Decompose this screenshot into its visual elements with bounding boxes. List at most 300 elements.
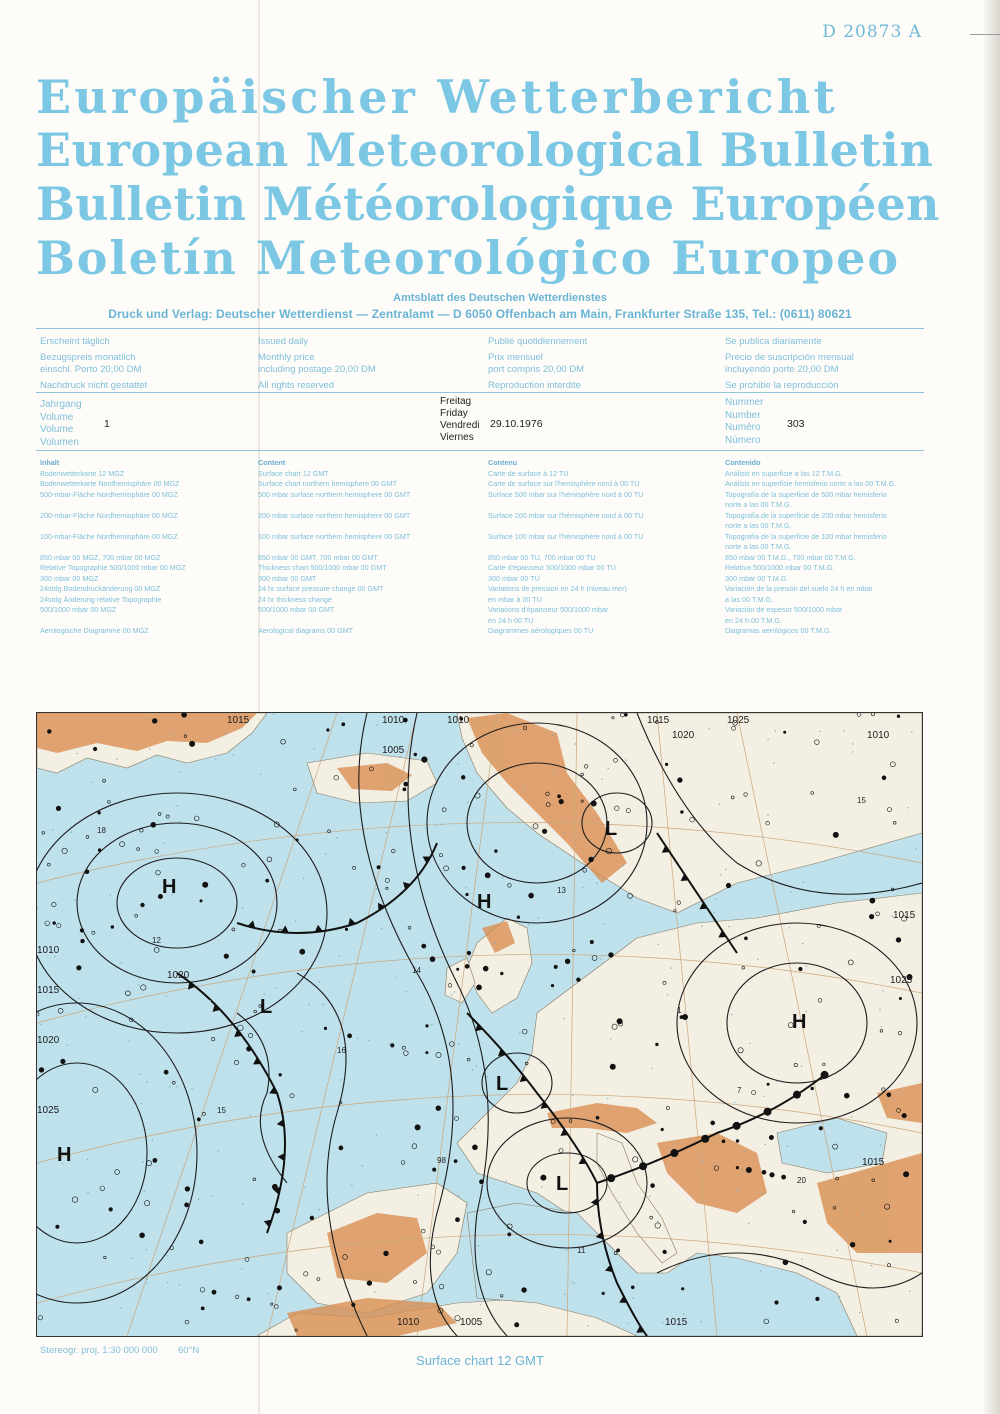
sea-dot [514, 727, 515, 728]
contents-item: 500 mbar surface northern hemisphere 00 GMT [258, 489, 411, 499]
station-dot [736, 1140, 739, 1143]
sea-dot [389, 1044, 390, 1045]
sea-dot [667, 994, 668, 995]
sea-dot [564, 1294, 565, 1295]
info-line: Publié quotidiennement [488, 336, 588, 347]
front-semicircle [701, 1135, 709, 1143]
sea-dot [572, 1095, 573, 1096]
station-dot [384, 1251, 389, 1256]
station-dot [433, 1168, 436, 1171]
volume-labels [40, 399, 82, 449]
station-value: 20 [797, 1176, 806, 1185]
projection-note: Stereogr. proj. 1:30 000 000 [40, 1345, 158, 1356]
contents-item [40, 542, 186, 553]
sea-dot [376, 888, 377, 889]
volume-label: Jahrgang [40, 399, 82, 410]
station-dot [377, 866, 380, 869]
station-dot [515, 1323, 519, 1327]
sea-dot [519, 767, 520, 768]
contents-item: Topografía de la superficie de 200 mbar hemisferio [725, 510, 887, 520]
sea-dot [658, 944, 659, 945]
isobar-label: 1025 [727, 715, 750, 726]
isobar-label: 1015 [862, 1157, 885, 1168]
station-dot [819, 1127, 823, 1131]
station-dot [529, 893, 534, 898]
contents-item: Bodenwetterkarte Nordhemisphäre 00 MGZ [40, 479, 180, 488]
station-dot [141, 903, 145, 907]
sea-dot [376, 724, 377, 725]
number-labels [725, 397, 763, 447]
station-dot [266, 879, 269, 882]
station-dot [896, 938, 901, 943]
station-dot [651, 1184, 655, 1188]
sea-dot [767, 815, 768, 816]
sea-dot [734, 1102, 735, 1103]
issue-number: 303 [787, 418, 805, 430]
station-dot [479, 1180, 483, 1184]
sea-dot [128, 1041, 129, 1042]
sea-dot [467, 1204, 468, 1205]
isobar-label: 1010 [867, 730, 890, 741]
station-dot [775, 1301, 779, 1305]
station-dot [736, 1166, 739, 1169]
sea-dot [475, 850, 476, 851]
station-dot [465, 964, 469, 968]
info-line: Se prohibe la reproducción [725, 380, 839, 391]
sea-dot [528, 924, 529, 925]
station-dot [844, 1093, 849, 1098]
sea-dot [593, 856, 594, 857]
station-dot [85, 870, 89, 874]
title-spanish: Boletín Meteorológico Europeo [36, 231, 900, 285]
sea-dot [466, 887, 467, 888]
station-dot [185, 1187, 190, 1192]
station-dot [762, 1170, 766, 1174]
sea-dot [78, 998, 79, 999]
weekday-label: Friday [440, 408, 468, 419]
station-dot [541, 1175, 546, 1180]
station-dot [454, 1160, 457, 1163]
station-dot [140, 1233, 145, 1238]
sea-dot [524, 789, 525, 790]
sea-dot [376, 1134, 377, 1135]
number-label: Number [725, 409, 761, 421]
sea-dot [92, 782, 93, 783]
station-dot [111, 926, 114, 929]
contents-spanish [725, 458, 896, 637]
station-dot [903, 1172, 908, 1177]
sea-dot [572, 1281, 573, 1282]
sea-dot [319, 1209, 320, 1210]
contents-item: Surface 100 mbar sur l'hémisphère nord à 00 TU [488, 531, 644, 541]
contents-item: Diagrammes aérologiques 00 TU [488, 626, 594, 635]
isobar-label: 1015 [227, 715, 250, 726]
contents-item: Topografía de la superficie de 100 mbar hemisferio [725, 531, 887, 541]
station-dot [811, 1087, 814, 1090]
station-dot [902, 1113, 906, 1117]
sea-dot [242, 907, 243, 908]
publisher-line: Druck und Verlag: Deutscher Wetterdienst — Zentralamt — D 6050 Offenbach am Main, Frankfurter Straße 135, Tel.: (0611) 80621 [108, 307, 852, 321]
sea-dot [519, 1032, 520, 1033]
sea-dot [859, 1312, 860, 1313]
contents-item: Surface 200 mbar sur l'hémisphère nord à 00 TU [488, 510, 644, 520]
sea-dot [218, 1150, 219, 1151]
station-dot [367, 1281, 372, 1286]
station-dot [151, 822, 156, 827]
sea-dot [789, 927, 790, 928]
sea-dot [308, 1004, 309, 1005]
station-dot [430, 957, 435, 962]
sea-dot [649, 1196, 650, 1197]
contents-french [488, 458, 643, 637]
station-dot [345, 928, 348, 931]
station-dot [200, 900, 202, 902]
station-dot [461, 775, 465, 779]
sea-dot [720, 874, 721, 875]
station-dot [483, 966, 488, 971]
contents-heading: Contenido [725, 458, 761, 467]
station-dot [617, 1019, 622, 1024]
high-pressure-center: H [477, 891, 492, 913]
sea-dot [552, 735, 553, 736]
sea-dot [170, 733, 171, 734]
contents-item [40, 616, 186, 627]
station-dot [98, 849, 101, 852]
sea-dot [494, 942, 495, 943]
info-line: Bezugspreis monatlich [40, 352, 136, 363]
station-dot [164, 1070, 168, 1074]
sea-dot [852, 743, 853, 744]
station-dot [279, 1073, 282, 1076]
sea-dot [662, 1322, 663, 1323]
sea-dot [700, 1321, 701, 1322]
contents-item: norte a las 00 T.M.G. [725, 500, 792, 509]
station-dot [602, 1292, 605, 1295]
station-dot [554, 965, 557, 968]
contents-item: 300 mbar 00 T.M.G. [725, 573, 789, 583]
isobar-label: 1015 [665, 1317, 688, 1328]
station-dot [746, 1167, 751, 1172]
sea-dot [120, 962, 121, 963]
contents-item: 24stdg Bodendruckänderung 00 MGZ [40, 584, 161, 593]
station-dot [803, 1220, 807, 1224]
sea-dot [441, 824, 442, 825]
sea-dot [385, 832, 386, 833]
contents-item: 850 mbar 00 TU, 700 mbar 00 TU [488, 552, 596, 562]
contents-item: 500/1000 mbar 00 GMT [258, 605, 335, 614]
info-line: Monthly price [258, 352, 315, 363]
sea-dot [177, 805, 178, 806]
sea-dot [303, 878, 304, 879]
info-line: including postage 20,00 DM [258, 364, 376, 375]
front-semicircle [764, 1108, 772, 1116]
sea-dot [325, 853, 326, 854]
sea-dot [625, 759, 626, 760]
contents-item: Variations d'épaisseur 500/1000 mbar [488, 605, 609, 614]
contents-item [40, 521, 186, 532]
sea-dot [505, 1181, 506, 1182]
sea-dot [538, 917, 539, 918]
sea-dot [801, 1259, 802, 1260]
sea-dot [138, 984, 139, 985]
front-semicircle [733, 1122, 741, 1130]
sea-dot [708, 728, 709, 729]
station-dot [467, 951, 471, 955]
station-dot [508, 1233, 511, 1236]
sea-dot [406, 991, 407, 992]
sea-dot [225, 733, 226, 734]
sea-dot [765, 1144, 766, 1145]
station-dot [77, 966, 82, 971]
info-french [488, 336, 587, 392]
sea-dot [322, 1004, 323, 1005]
station-dot [551, 984, 554, 987]
info-line: Nachdruck nicht gestattet [40, 380, 148, 391]
contents-item: 300 mbar 00 MGZ [40, 573, 99, 583]
station-dot [185, 1203, 189, 1207]
sea-dot [911, 731, 912, 732]
issue-date: 29.10.1976 [490, 418, 543, 430]
sea-dot [744, 1151, 745, 1152]
sea-dot [268, 1152, 269, 1153]
station-value: 12 [152, 936, 161, 945]
station-dot [212, 1290, 216, 1294]
sea-dot [725, 869, 726, 870]
sea-dot [554, 770, 555, 771]
sea-dot [451, 994, 452, 995]
sea-dot [851, 1116, 852, 1117]
contents-item: Variación de la presión del suelo 24 h en mbar [725, 584, 873, 593]
contents-item [488, 521, 643, 532]
contents-item [258, 542, 410, 553]
contents-item: Diagramas aerológicos 00 T.M.G. [725, 626, 832, 635]
station-dot [247, 1298, 250, 1301]
weekday-labels [440, 396, 479, 444]
isobar-label: 1005 [382, 745, 405, 756]
sea-dot [844, 730, 845, 731]
contents-item: Aerologische Diagramme 00 MGZ [40, 626, 149, 635]
contents-item: en mbar à 00 TU [488, 594, 542, 604]
sea-dot [454, 991, 455, 992]
sea-dot [803, 882, 804, 883]
sea-dot [275, 988, 276, 989]
station-dot [414, 753, 417, 756]
station-dot [577, 978, 581, 982]
station-dot [56, 1225, 59, 1228]
station-dot [80, 929, 84, 933]
contents-item: Variations de pression en 24 h (niveau mer) [488, 584, 627, 593]
station-dot [462, 866, 466, 870]
sea-dot [417, 1195, 418, 1196]
contents-item: 300 mbar 00 GMT [258, 573, 317, 583]
isobar-label: 1015 [893, 910, 916, 921]
contents-item: 24 hr surface pressure change 00 GMT [258, 584, 384, 593]
info-line: Precio de suscripción mensual [725, 352, 854, 363]
station-dot [153, 1158, 157, 1162]
sea-dot [146, 1278, 147, 1279]
station-dot [98, 811, 101, 814]
volume-label: Volume [40, 424, 74, 435]
sea-dot [458, 1043, 459, 1044]
sea-dot [915, 848, 916, 849]
contents-item [258, 616, 410, 627]
sea-dot [273, 713, 274, 714]
contents-item: Thickness chart 500/1000 mbar 00 GMT [258, 563, 387, 572]
number-label: Nummer [725, 397, 764, 408]
station-value: 16 [337, 1046, 346, 1055]
sea-dot [146, 1282, 147, 1283]
high-pressure-center: H [792, 1011, 807, 1033]
sea-dot [167, 1282, 168, 1283]
station-dot [609, 953, 614, 958]
sea-dot [646, 835, 647, 836]
page-edge [982, 0, 1000, 1414]
station-dot [870, 898, 875, 903]
volume-label: Volume [40, 411, 74, 423]
sea-dot [620, 1202, 621, 1203]
divider [36, 392, 924, 393]
sea-dot [198, 1199, 199, 1200]
sea-dot [633, 1297, 634, 1298]
contents-item: en 24 h 00 TU [488, 615, 534, 625]
info-english [258, 336, 376, 392]
sea-dot [253, 975, 254, 976]
station-dot [109, 1208, 113, 1212]
sea-dot [801, 1066, 802, 1067]
contents-item: Variación de espesor 500/1000 mbar [725, 605, 843, 614]
station-dot [663, 1250, 667, 1254]
sea-dot [180, 821, 181, 822]
sea-dot [141, 1103, 142, 1104]
sea-dot [381, 928, 382, 929]
number-label: Número [725, 434, 761, 446]
contents-item: Análisis en superficie a las 12 T.M.G. [725, 468, 843, 478]
sea-dot [242, 1203, 243, 1204]
sea-dot [702, 1160, 703, 1161]
sea-dot [210, 1000, 211, 1001]
station-dot [197, 1118, 200, 1121]
front-semicircle [639, 1162, 647, 1170]
station-dot [678, 778, 683, 783]
sea-dot [121, 1307, 122, 1308]
sea-dot [215, 759, 216, 760]
station-value: 11 [577, 1246, 586, 1255]
contents-item: Relativa 500/1000 mbar 00 T.M.G. [725, 563, 835, 572]
station-dot [455, 1218, 459, 1222]
sea-dot [41, 1024, 42, 1025]
sea-dot [71, 831, 72, 832]
sea-dot [837, 1250, 838, 1251]
contents-german [40, 458, 186, 637]
sea-dot [484, 1197, 485, 1198]
contents-item: 300 mbar 00 TU [488, 573, 540, 583]
station-dot [404, 782, 408, 786]
station-dot [252, 970, 255, 973]
low-pressure-center: L [496, 1073, 509, 1095]
sea-dot [701, 925, 702, 926]
contents-item: Topografía de la superficie de 500 mbar hemisferio [725, 489, 887, 499]
title-english: European Meteorological Bulletin [36, 123, 934, 177]
sea-dot [211, 1196, 212, 1197]
station-dot [457, 968, 459, 970]
station-dot [203, 882, 208, 887]
contents-item: 850 mbar 00 T.M.G., 700 mbar 00 T.M.G. [725, 552, 856, 562]
sea-dot [767, 739, 768, 740]
sea-dot [110, 894, 111, 895]
sea-dot [881, 1026, 882, 1027]
station-dot [272, 1184, 277, 1189]
sea-dot [604, 924, 605, 925]
sea-dot [623, 865, 624, 866]
front-semicircle [607, 1174, 615, 1182]
map-caption: Surface chart 12 GMT [416, 1353, 544, 1368]
isobar-label: 1015 [647, 715, 670, 726]
station-value: 13 [557, 886, 566, 895]
station-dot [711, 1121, 715, 1125]
isobar-label: 1020 [167, 970, 190, 981]
station-dot [352, 1303, 356, 1307]
sea-dot [777, 1081, 778, 1082]
sea-dot [908, 807, 909, 808]
weekday-label: Vendredi [440, 420, 480, 431]
low-pressure-center: L [260, 996, 273, 1018]
station-dot [189, 741, 194, 746]
station-dot [426, 1025, 429, 1028]
station-dot [500, 972, 503, 975]
station-dot [833, 832, 838, 837]
sea-dot [361, 1165, 362, 1166]
sea-dot [264, 993, 265, 994]
sea-dot [582, 887, 583, 888]
contents-item: 100-mbar-Fläche Nordhemisphäre 00 MGZ [40, 531, 178, 541]
station-dot [61, 1059, 66, 1064]
sea-dot [541, 1186, 542, 1187]
sea-dot [233, 754, 234, 755]
weekday-label: Freitag [440, 396, 472, 407]
sea-dot [336, 837, 337, 838]
contents-item: Surface chart 12 GMT [258, 468, 329, 478]
station-dot [517, 916, 520, 919]
contents-item: 24stdg Änderung relative Topographie [40, 594, 162, 604]
official-gazette-note: Amtsblatt des Deutschen Wetterdienstes [393, 292, 607, 304]
volume-label: Volumen [40, 436, 79, 448]
sea-dot [719, 804, 720, 805]
station-value: 14 [412, 966, 421, 975]
station-dot [339, 1146, 343, 1150]
contents-item: Análisis en superficie hemisferio norte a las 00 T.M.G. [725, 479, 897, 488]
info-line: Se publica diariamente [725, 336, 822, 347]
contents-item: norte a las 00 T.M.G. [725, 521, 792, 530]
contents-item: Bodenwetterkarte 12 MGZ [40, 468, 125, 478]
volume-value: 1 [104, 418, 110, 430]
sea-dot [467, 802, 468, 803]
sea-dot [757, 959, 758, 960]
sea-dot [457, 763, 458, 764]
station-dot [783, 1260, 788, 1265]
sea-dot [152, 1140, 153, 1141]
isobar-label: 1020 [37, 1035, 60, 1046]
contents-heading: Contenu [488, 458, 518, 467]
sea-dot [241, 1268, 242, 1269]
sea-dot [116, 758, 117, 759]
station-dot [93, 747, 97, 751]
station-value: 15 [857, 796, 866, 805]
station-dot [182, 713, 187, 717]
sea-dot [773, 763, 774, 764]
info-line: Prix mensuel [488, 352, 543, 363]
sea-dot [191, 1088, 192, 1089]
sea-dot [627, 1323, 628, 1324]
